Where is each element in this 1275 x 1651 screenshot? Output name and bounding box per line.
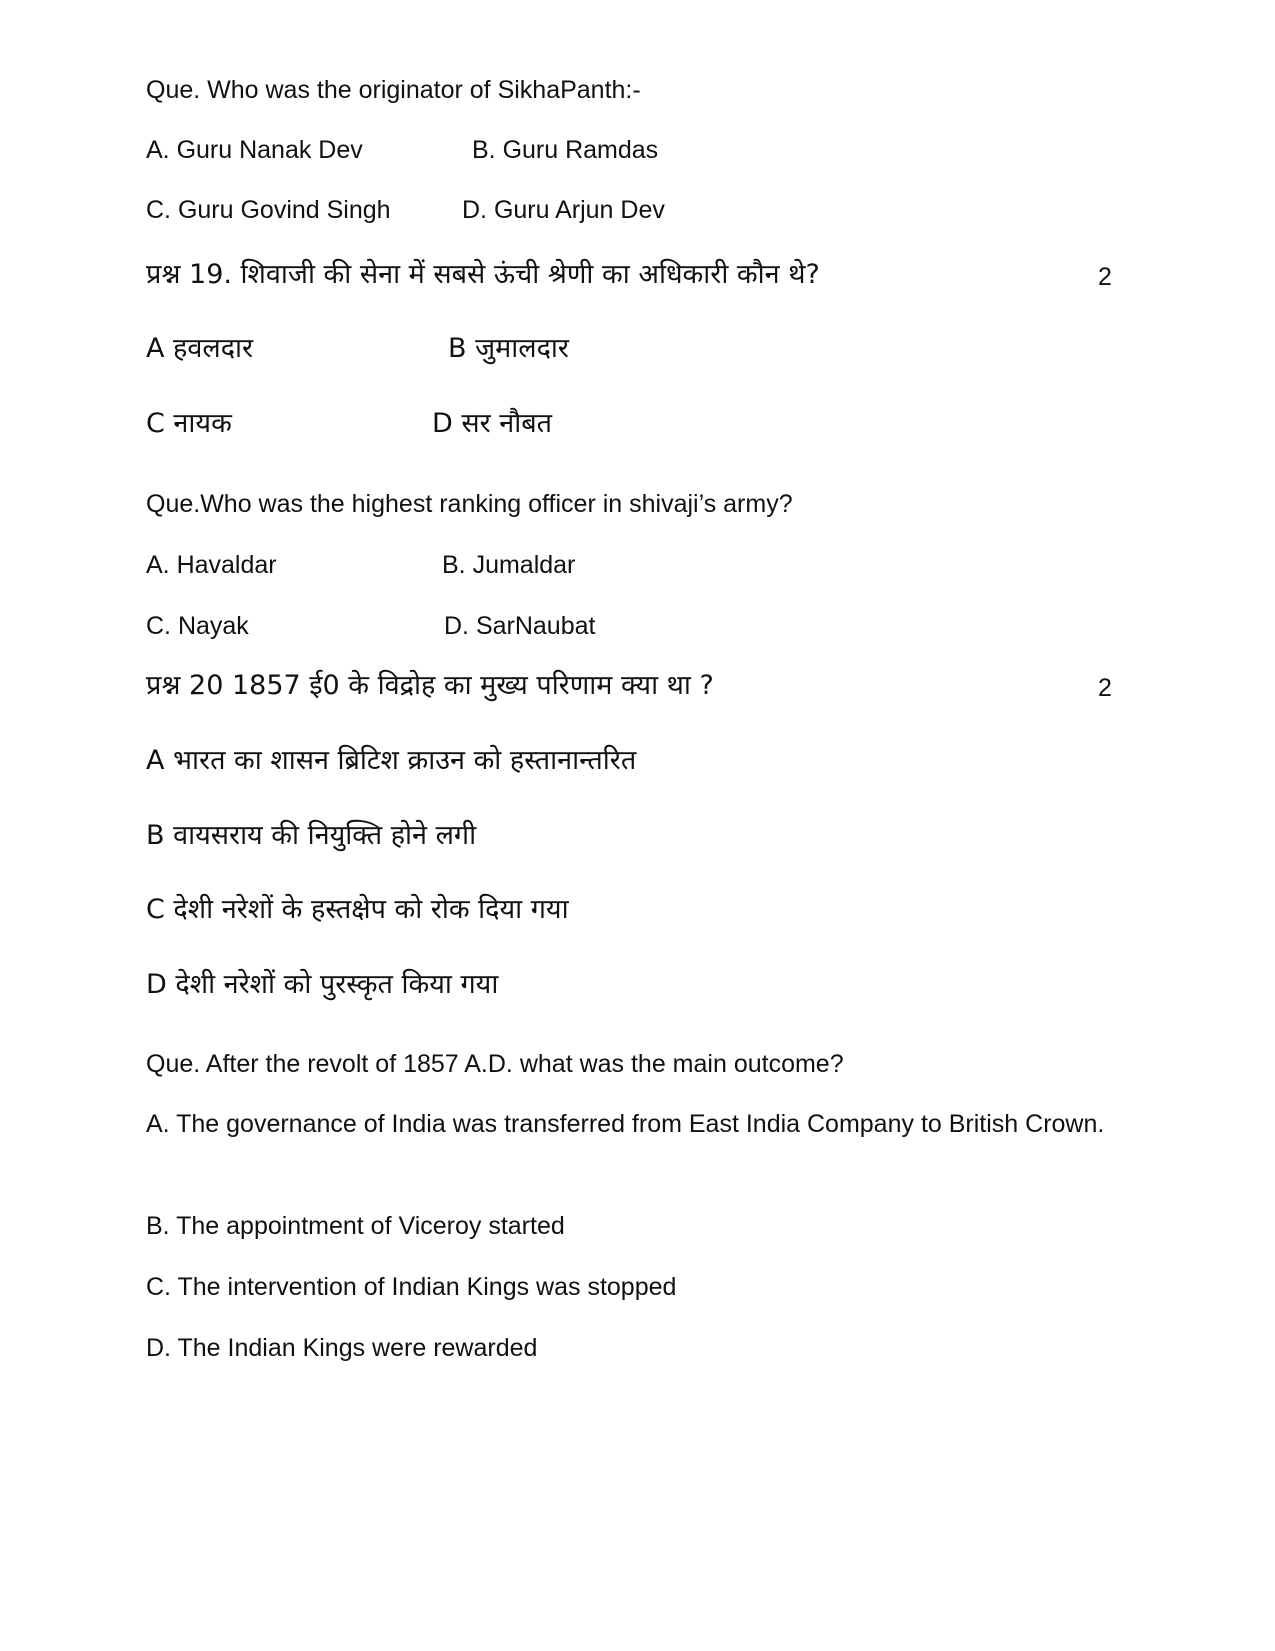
q18-option-d: D. Guru Arjun Dev (462, 196, 665, 224)
q19-hindi-option-b: B जुमालदार (448, 333, 569, 364)
q19-hindi-options-row-1 (146, 333, 569, 365)
q20-hindi-option-a: A भारत का शासन ब्रिटिश क्राउन को हस्तानान्तरित (146, 745, 637, 776)
q18-option-c: C. Guru Govind Singh (146, 196, 391, 224)
q19-hindi-option-a: A हवलदार (146, 333, 254, 364)
q18-option-a: A. Guru Nanak Dev (146, 136, 363, 164)
q20-hindi-question: प्रश्न 20 1857 ई0 के विद्रोह का मुख्य परिणाम क्या था ? (146, 670, 714, 701)
q19-option-a: A. Havaldar (146, 551, 277, 579)
q18-option-b: B. Guru Ramdas (472, 136, 659, 164)
q19-option-c: C. Nayak (146, 612, 249, 640)
q20-marks: 2 (1098, 674, 1112, 702)
q19-option-b: B. Jumaldar (442, 551, 576, 579)
q18-options-row-2 (146, 194, 665, 226)
q20-option-d: D. The Indian Kings were rewarded (146, 1334, 538, 1362)
q20-option-c: C. The intervention of Indian Kings was stopped (146, 1273, 677, 1301)
q19-hindi-question: प्रश्न 19. शिवाजी की सेना में सबसे ऊंची श्रेणी का अधिकारी कौन थे? (146, 259, 820, 290)
q20-option-b: B. The appointment of Viceroy started (146, 1212, 565, 1240)
q19-hindi-option-c: C नायक (146, 408, 232, 439)
q19-options-row-1 (146, 549, 576, 581)
q19-hindi-option-d: D सर नौबत (432, 408, 553, 439)
q20-hindi-option-b: B वायसराय की नियुक्ति होने लगी (146, 820, 477, 851)
q20-hindi-option-c: C देशी नरेशों के हस्तक्षेप को रोक दिया गया (146, 894, 569, 925)
q19-question: Que.Who was the highest ranking officer in shivaji’s army? (146, 490, 793, 518)
q19-options-row-2 (146, 610, 596, 642)
q19-option-d: D. SarNaubat (444, 612, 596, 640)
q19-marks: 2 (1098, 263, 1112, 291)
q19-hindi-options-row-2 (146, 408, 553, 440)
q20-hindi-option-d: D देशी नरेशों को पुरस्कृत किया गया (146, 969, 499, 1000)
q18-options-row-1 (146, 134, 659, 166)
q20-option-a: A. The governance of India was transferred from East India Company to British Crown. (146, 1110, 1105, 1138)
q20-question: Que. After the revolt of 1857 A.D. what was the main outcome? (146, 1050, 844, 1078)
q18-question: Que. Who was the originator of SikhaPanth:- (146, 76, 641, 104)
